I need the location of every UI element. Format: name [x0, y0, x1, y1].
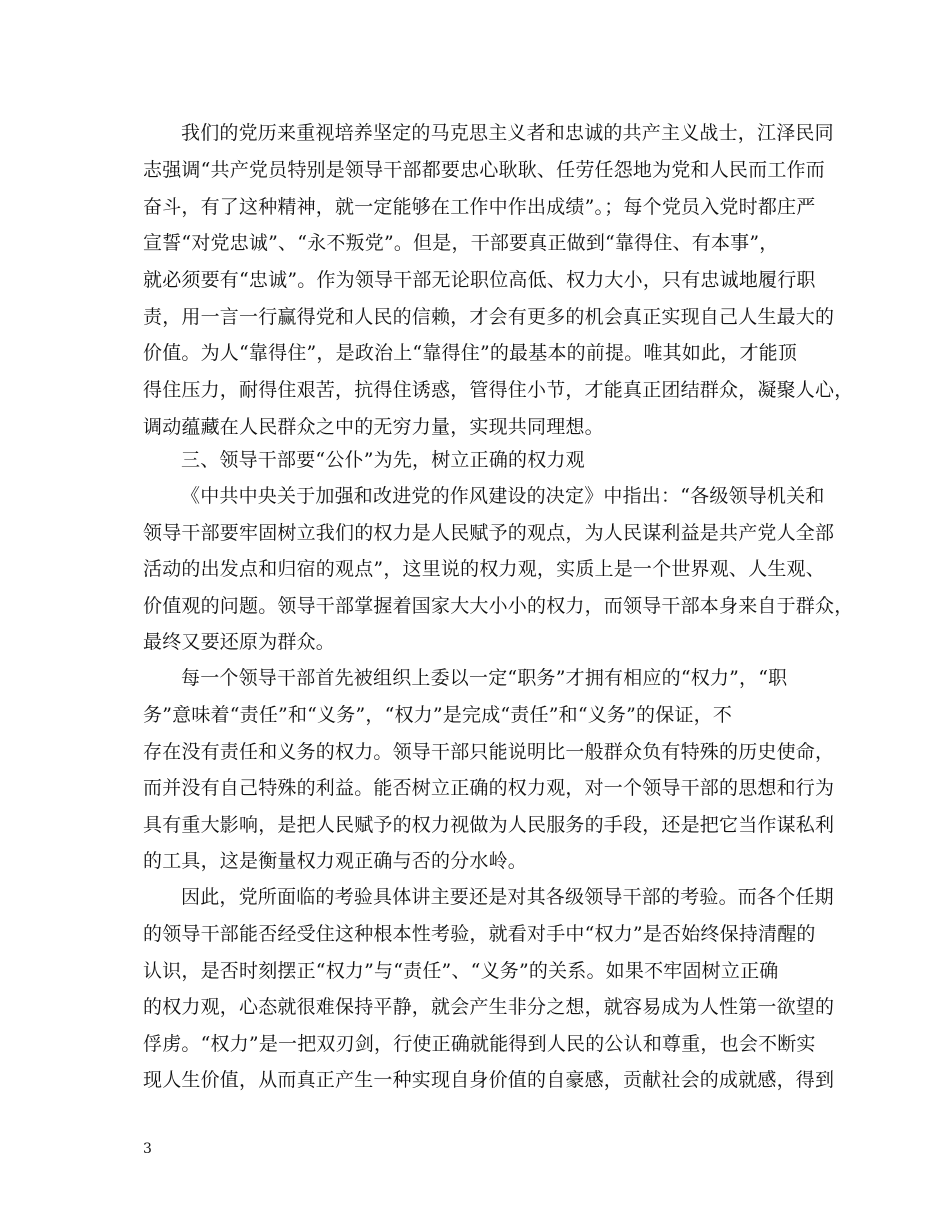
paragraph-line: 奋斗，有了这种精神，就一定能够在工作中作出成绩”。；每个党员入党时都庄严: [143, 196, 816, 218]
paragraph-line: 宣誓“对党忠诚”、“永不叛党”。但是，干部要真正做到“靠得住、有本事”，: [143, 232, 779, 254]
paragraph-line: 志强调“共产党员特别是领导干部都要忠心耿耿、任劳任怨地为党和人民而工作而: [143, 159, 825, 181]
section-heading: 三、领导干部要“公仆”为先，树立正确的权力观: [181, 449, 585, 471]
paragraph-line: 的领导干部能否经受住这种根本性考验，就看对手中“权力”是否始终保持清醒的: [143, 923, 816, 945]
paragraph-line: 的工具，这是衡量权力观正确与否的分水岭。: [143, 850, 528, 872]
paragraph-line: 因此，党所面临的考验具体讲主要还是对其各级领导干部的考验。而各个任期: [181, 886, 834, 908]
paragraph-line: 得住压力，耐得住艰苦，抗得住诱惑，管得住小节，才能真正团结群众，凝聚人心，: [143, 379, 854, 401]
paragraph-line: 价值。为人“靠得住”，是政治上“靠得住”的最基本的前提。唯其如此，才能顶: [143, 342, 798, 364]
paragraph-line: 调动蕴藏在人民群众之中的无穷力量，实现共同理想。: [143, 416, 604, 438]
paragraph-line: 就必须要有“忠诚”。作为领导干部无论职位高低、权力大小，只有忠诚地履行职: [143, 269, 816, 291]
paragraph-line: 俘虏。“权力”是一把双刃剑，行使正确就能得到人民的公认和尊重，也会不断实: [143, 1033, 816, 1055]
paragraph-line: 责，用一言一行赢得党和人民的信赖，才会有更多的机会真正实现自己人生最大的: [143, 306, 835, 328]
paragraph-line: 价值观的问题。领导干部掌握着国家大大小小的权力，而领导干部本身来自于群众，: [143, 595, 854, 617]
paragraph-line: 而并没有自己特殊的利益。能否树立正确的权力观，对一个领导干部的思想和行为: [143, 777, 835, 799]
paragraph-line: 活动的出发点和归宿的观点”，这里说的权力观，实质上是一个世界观、人生观、: [143, 558, 825, 580]
page-number: 3: [143, 1141, 152, 1157]
paragraph-line: 认识，是否时刻摆正“权力”与“责任”、“义务”的关系。如果不牢固树立正确: [143, 960, 779, 982]
paragraph-line: 领导干部要牢固树立我们的权力是人民赋予的观点，为人民谋利益是共产党人全部: [143, 522, 835, 544]
paragraph-line: 每一个领导干部首先被组织上委以一定“职务”才拥有相应的“权力”，“职: [181, 667, 788, 689]
paragraph-line: 具有重大影响，是把人民赋予的权力视做为人民服务的手段，还是把它当作谋私利: [143, 814, 835, 836]
paragraph-line: 现人生价值，从而真正产生一种实现自身价值的自豪感，贡献社会的成就感，得到: [143, 1069, 835, 1091]
paragraph-line: 的权力观，心态就很难保持平静，就会产生非分之想，就容易成为人性第一欲望的: [143, 996, 835, 1018]
paragraph-line: 务”意味着“责任”和“义务”，“权力”是完成“责任”和“义务”的保证，不: [143, 704, 733, 726]
paragraph-line: 我们的党历来重视培养坚定的马克思主义者和忠诚的共产主义战士，江泽民同: [181, 122, 834, 144]
paragraph-line: 最终又要还原为群众。: [143, 631, 336, 653]
paragraph-line: 《中共中央关于加强和改进党的作风建设的决定》中指出：“各级领导机关和: [181, 485, 825, 507]
paragraph-line: 存在没有责任和义务的权力。领导干部只能说明比一般群众负有特殊的历史使命，: [143, 741, 835, 763]
